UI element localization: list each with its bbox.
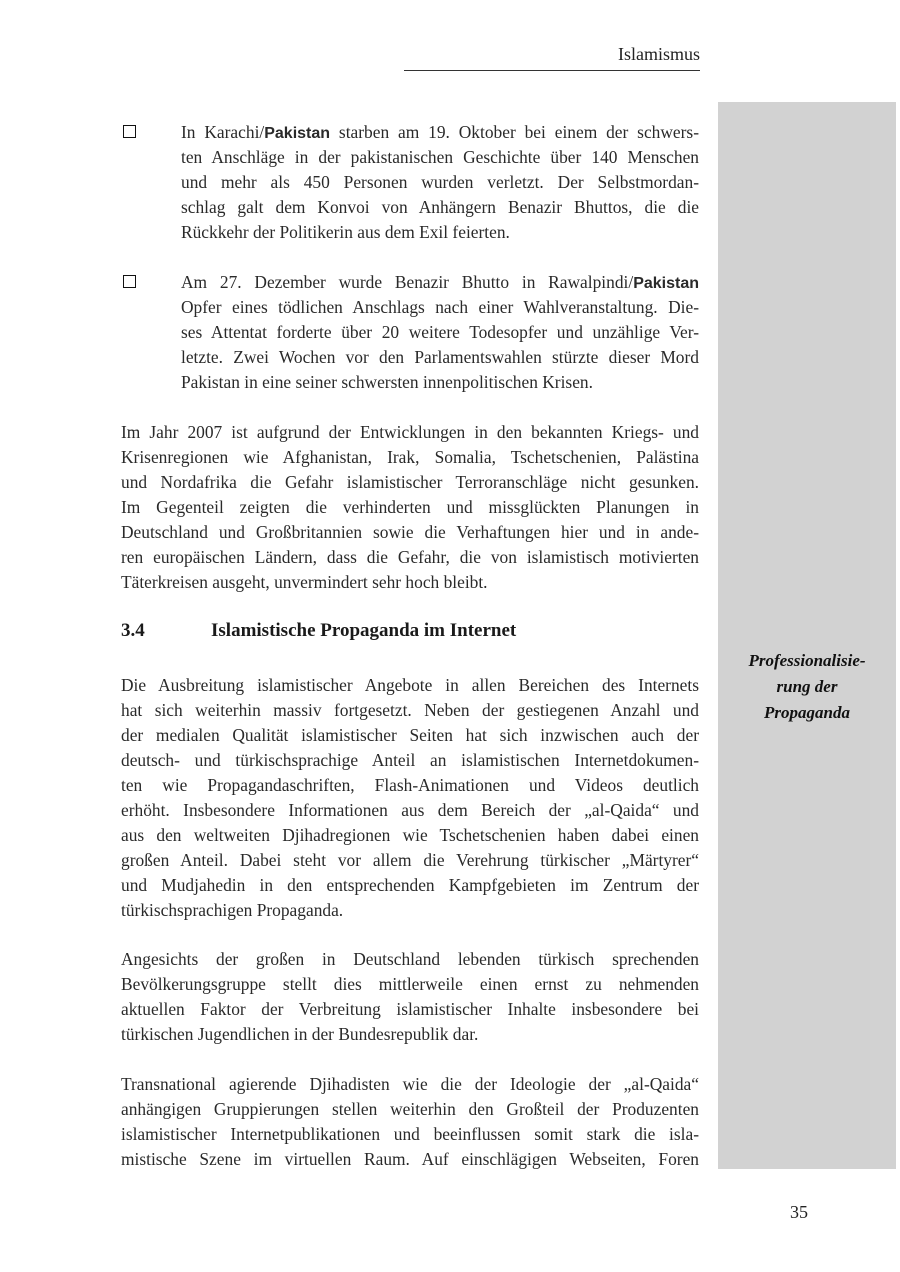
text-line: Angesichts der großen in Deutschland lebenden türkisch sprechenden xyxy=(121,949,699,969)
text-line: Krisenregionen wie Afghanistan, Irak, Somalia, Tschetschenien, Palästina xyxy=(121,447,699,467)
text-line: Bevölkerungsgruppe stellt dies mittlerweile einen ernst zu nehmenden xyxy=(121,974,699,994)
text-line: Deutschland und Großbritannien sowie die Verhaftungen hier und in ande- xyxy=(121,522,699,542)
checkbox-bullet-icon xyxy=(123,125,136,138)
text-line: Im Jahr 2007 ist aufgrund der Entwicklungen in den bekannten Kriegs- und xyxy=(121,422,699,442)
text-line: mistische Szene im virtuellen Raum. Auf einschlägigen Webseiten, Foren xyxy=(121,1149,699,1169)
text-line: und Mudjahedin in den entsprechenden Kampfgebieten im Zentrum der xyxy=(121,875,699,895)
margin-note xyxy=(718,648,896,726)
text-line: türkischsprachigen Propaganda. xyxy=(121,900,344,920)
text-line: letzte. Zwei Wochen vor den Parlamentswahlen stürzte dieser Mord xyxy=(181,347,699,367)
bullet-item-1 xyxy=(181,120,699,245)
paragraph-3 xyxy=(121,947,699,1047)
paragraph-2 xyxy=(121,673,699,923)
text-line: islamistischer Internetpublikationen und beeinflussen somit stark die isla- xyxy=(121,1124,699,1144)
bullet-item-2 xyxy=(181,270,699,395)
checkbox-bullet-icon xyxy=(123,275,136,288)
text-line: der medialen Qualität islamistischer Seiten hat sich inzwischen auch der xyxy=(121,725,699,745)
text-line: aus den weltweiten Djihadregionen wie Tschetschenien haben dabei einen xyxy=(121,825,699,845)
margin-note-line: rung der xyxy=(776,677,838,696)
text-line: hat sich weiterhin massiv fortgesetzt. Neben der gestiegenen Anzahl und xyxy=(121,700,699,720)
text-line: Rückkehr der Politikerin aus dem Exil feierten. xyxy=(181,222,510,242)
text-line: Im Gegenteil zeigten die verhinderten und missglückten Planungen in xyxy=(121,497,699,517)
text-line: ten Anschläge in der pakistanischen Geschichte über 140 Menschen xyxy=(181,147,699,167)
text-line: türkischen Jugendlichen in der Bundesrepublik dar. xyxy=(121,1024,479,1044)
text-line: schlag galt dem Konvoi von Anhängern Benazir Bhuttos, die die xyxy=(181,197,699,217)
text-line: In Karachi/Pakistan starben am 19. Oktober bei einem der schwers- xyxy=(181,122,699,142)
margin-note-line: Professionalisie- xyxy=(748,651,866,670)
margin-sidebar xyxy=(718,102,896,1169)
text-line: ses Attentat forderte über 20 weitere Todesopfer und unzählige Ver- xyxy=(181,322,699,342)
text-line: und mehr als 450 Personen wurden verletzt. Der Selbstmordan- xyxy=(181,172,699,192)
text-line: Täterkreisen ausgeht, unvermindert sehr hoch bleibt. xyxy=(121,572,488,592)
text-line: erhöht. Insbesondere Informationen aus dem Bereich der „al-Qaida“ und xyxy=(121,800,699,820)
text-line: Transnational agierende Djihadisten wie die der Ideologie der „al-Qaida“ xyxy=(121,1074,699,1094)
country-keyword: Pakistan xyxy=(633,275,699,292)
text-line: aktuellen Faktor der Verbreitung islamistischer Inhalte insbesondere bei xyxy=(121,999,699,1019)
text-line: und Nordafrika die Gefahr islamistischer Terroranschläge nicht gesunken. xyxy=(121,472,699,492)
text-line: Opfer eines tödlichen Anschlags nach einer Wahlveranstaltung. Die- xyxy=(181,297,699,317)
text-line: großen Anteil. Dabei steht vor allem die Verehrung türkischer „Märtyrer“ xyxy=(121,850,699,870)
text-line: deutsch- und türkischsprachige Anteil an islamistischen Internetdokumen- xyxy=(121,750,699,770)
text-line: Am 27. Dezember wurde Benazir Bhutto in Rawalpindi/Pakistan xyxy=(181,272,699,292)
text-line: Die Ausbreitung islamistischer Angebote in allen Bereichen des Internets xyxy=(121,675,699,695)
text-line: Pakistan in eine seiner schwersten innenpolitischen Krisen. xyxy=(181,372,593,392)
section-number: 3.4 xyxy=(121,620,145,641)
page-number: 35 xyxy=(790,1202,808,1222)
margin-note-line: Propaganda xyxy=(764,703,850,722)
paragraph-1 xyxy=(121,420,699,595)
text-line: ten wie Propagandaschriften, Flash-Animationen und Videos deutlich xyxy=(121,775,699,795)
section-title: Islamistische Propaganda im Internet xyxy=(211,620,517,641)
running-head: Islamismus xyxy=(617,44,700,64)
country-keyword: Pakistan xyxy=(264,125,331,142)
text-line: ren europäischen Ländern, dass die Gefahr, die von islamistisch motivierten xyxy=(121,547,699,567)
header-rule xyxy=(404,70,700,71)
paragraph-4 xyxy=(121,1072,699,1172)
text-line: anhängigen Gruppierungen stellen weiterhin den Großteil der Produzenten xyxy=(121,1099,699,1119)
